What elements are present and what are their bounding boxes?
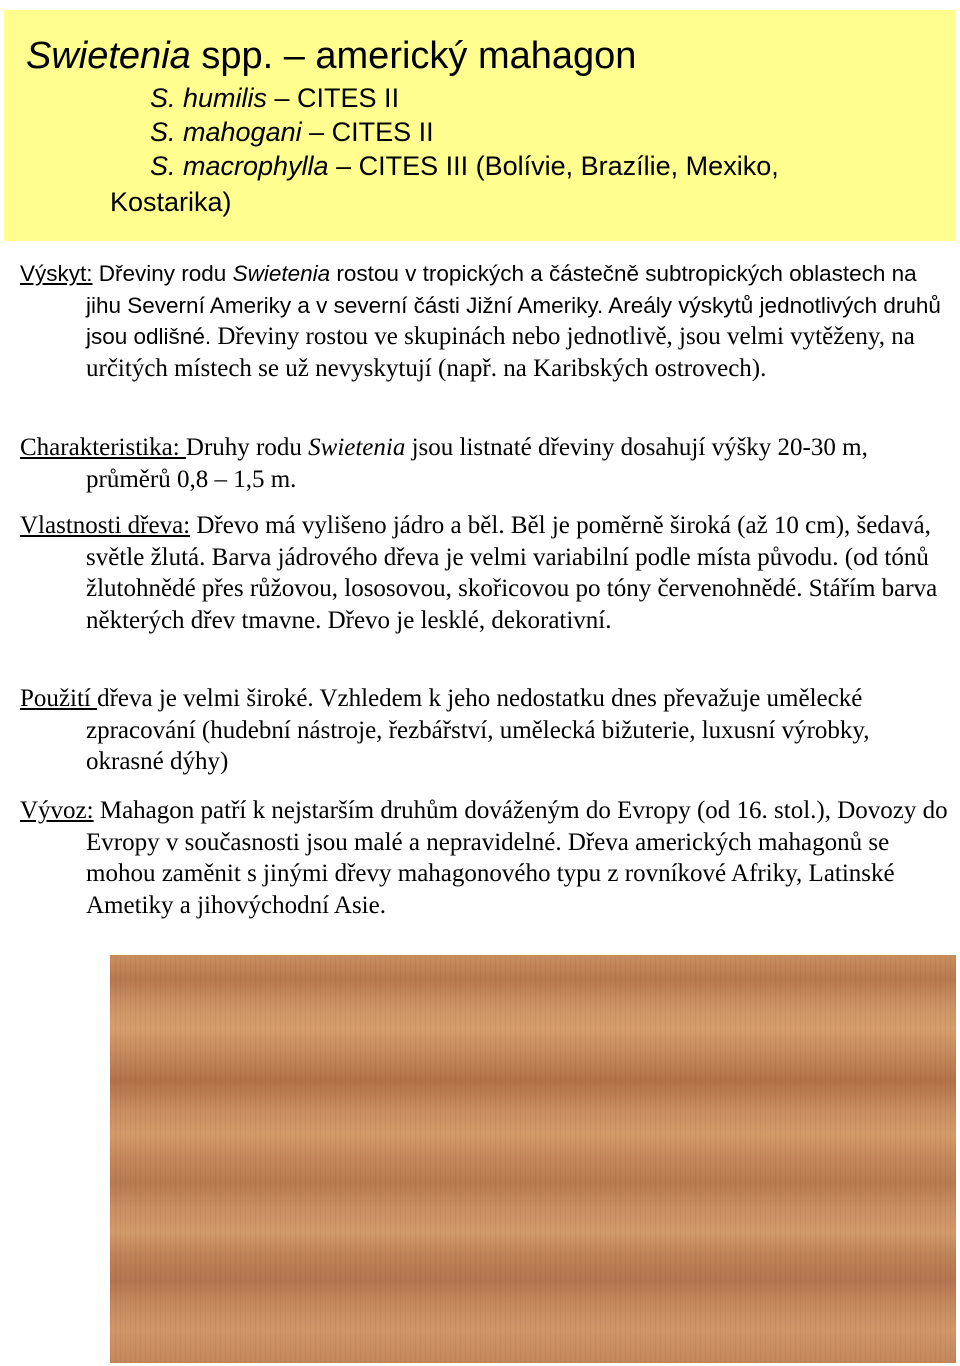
- species-line-mahogani: [150, 116, 434, 148]
- section-label: Vývoz:: [20, 797, 94, 824]
- section-text: jsou listnaté dřeviny dosahují výšky 20-30 m, průměrů 0,8 – 1,5 m.: [86, 434, 868, 493]
- species-status: – CITES II: [301, 117, 434, 147]
- section-text: Dřevo má vylišeno jádro a běl. Běl je poměrně široká (až 10 cm), šedavá, světle žlutá. Barva jádrového dřeva je velmi variabilní podle místa původu. (od tónů žlutohnědé přes růžovou, lososovou, skořicovou po tóny červenohnědé. Stářím barva některých dřev tmavne. Dřevo je lesklé, dekorativní.: [86, 512, 938, 634]
- species-name: S. humilis: [150, 83, 268, 113]
- species-name: S. mahogani: [150, 117, 302, 147]
- species-name: S. macrophylla: [150, 151, 329, 181]
- species-status: – CITES III (Bolívie, Brazílie, Mexiko,: [328, 151, 779, 181]
- section-vlastnosti: [20, 510, 950, 636]
- section-text: dřeva je velmi široké. Vzhledem k jeho nedostatku dnes převažuje umělecké zpracování (hudební nástroje, řezbářství, umělecká bižuterie, luxusní výrobky, okrasné dýhy): [86, 685, 870, 775]
- genus-name: Swietenia: [308, 434, 406, 461]
- page-title: [26, 34, 636, 78]
- section-text: Dřeviny rostou ve skupinách nebo jednotlivě, jsou velmi vytěženy, na určitých místech se už nevyskytují (např. na Karibských ostrovech).: [86, 323, 915, 382]
- mahogany-wood-sample-image: [110, 955, 956, 1363]
- section-vyskyt: [20, 258, 950, 384]
- section-text: Mahagon patří k nejstarším druhům dováženým do Evropy (od 16. stol.), Dovozy do Evropy v současnosti jsou malé a nepravidelné. Dřeva amerických mahagonů se mohou zaměnit s jinými dřevy mahagonového typu z rovníkové Afriky, Latinské Ametiky a jihovýchodní Asie.: [86, 797, 948, 919]
- species-line-macrophylla: [150, 150, 779, 182]
- species-status: – CITES II: [267, 83, 400, 113]
- section-label: Charakteristika:: [20, 434, 186, 461]
- species-line-continuation: Kostarika): [110, 187, 232, 217]
- section-text: rostou v tropických a částečně subtropických oblastech na jihu Severní Ameriky a v severní části Jižní Ameriky. Areály výskytů jednotlivých druhů jsou odlišné.: [86, 261, 941, 349]
- section-text: Dřeviny rodu: [92, 261, 233, 286]
- section-text: Druhy rodu: [185, 434, 309, 461]
- section-label: Výskyt:: [20, 261, 93, 286]
- section-label: Použití: [20, 685, 98, 712]
- title-banner: [4, 10, 956, 241]
- section-charakteristika: [20, 432, 950, 495]
- species-line-humilis: [150, 82, 399, 114]
- section-vyvoz: [20, 795, 950, 921]
- genus-name: Swietenia: [232, 261, 331, 286]
- title-rest: spp. – americký mahagon: [190, 35, 637, 77]
- section-label: Vlastnosti dřeva:: [20, 512, 191, 539]
- section-pouziti: [20, 683, 950, 778]
- title-genus: Swietenia: [26, 35, 191, 77]
